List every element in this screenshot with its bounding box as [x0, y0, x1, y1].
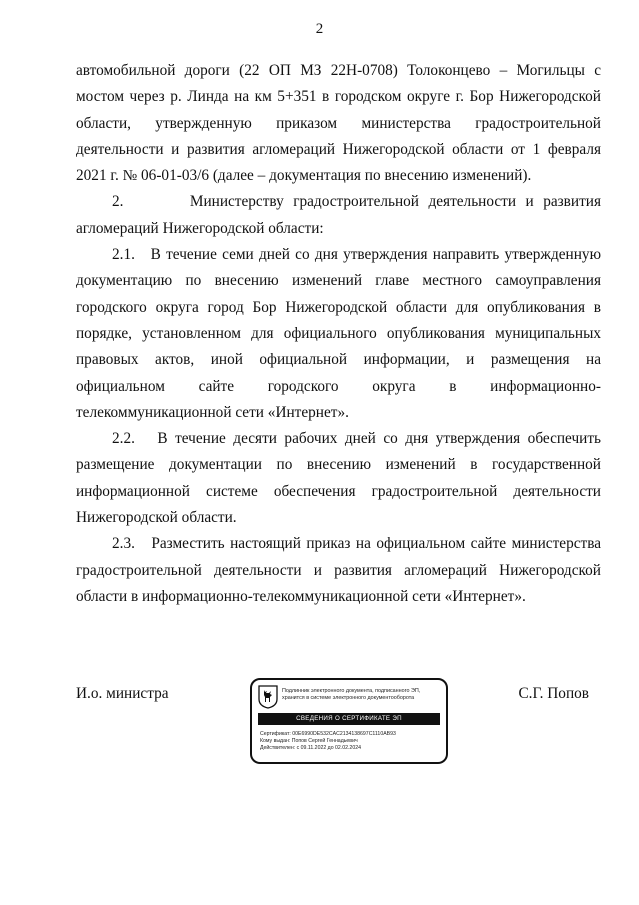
paragraph-item-2-1: 2.1. В течение семи дней со дня утверждения направить утвержденную документацию по внесению изменений главе местного самоуправления городского округа город Бор Нижегородской области для опубликования в порядке, установленном для официального опубликования муниципальных правовых актов, иной официальной информации, и размещения на официальном сайте городского округа в информационно-телекоммуникационной сети «Интернет». — [76, 246, 601, 421]
signature-block — [76, 678, 601, 768]
stamp-certificate: Сертификат: 00E6990DE532CAC2134138697C1110AB93 — [260, 731, 396, 737]
stamp-valid-period: Действителен: с 09.11.2022 до 02.02.2024 — [260, 745, 361, 751]
signer-title: И.о. министра — [76, 685, 169, 702]
stamp-header-line-1: Подлинник электронного документа, подписанного ЭП, — [282, 688, 421, 694]
paragraph-continuation: автомобильной дороги (22 ОП МЗ 22Н-0708) Толоконцево – Могильцы с мостом через р. Линда на км 5+351 в городском округе г. Бор Нижегородской области, утвержденную приказом министерства градостроительной деятельности и развития агломераций Нижегородской области от 1 февраля 2021 г. № 06-01-03/6 (далее – документация по внесению изменений). — [76, 62, 601, 185]
paragraph-item-2-2: 2.2. В течение десяти рабочих дней со дня утверждения обеспечить размещение документации по внесению изменений в государственной информационной системе обеспечения градостроительной деятельности Нижегородской области. — [76, 430, 601, 527]
paragraph-item-2-3: 2.3. Разместить настоящий приказ на официальном сайте министерства градостроительной деятельности и развития агломераций Нижегородской области в информационно-телекоммуникационной сети «Интернет». — [76, 535, 601, 605]
stamp-header-line-2: хранится в системе электронного документооборота — [282, 695, 415, 701]
electronic-signature-stamp — [250, 678, 448, 764]
document-body — [76, 58, 601, 610]
stamp-header — [282, 688, 442, 702]
stamp-issued-to: Кому выдан: Попов Сергей Геннадьевич — [260, 738, 358, 744]
stamp-details — [260, 731, 445, 752]
stamp-banner: СВЕДЕНИЯ О СЕРТИФИКАТЕ ЭП — [258, 713, 440, 725]
coat-of-arms-deer-icon — [258, 685, 278, 709]
page-number: 2 — [315, 21, 324, 37]
signer-name: С.Г. Попов — [518, 685, 589, 702]
paragraph-item-2: 2. Министерству градостроительной деятельности и развития агломераций Нижегородской области: — [76, 193, 601, 237]
